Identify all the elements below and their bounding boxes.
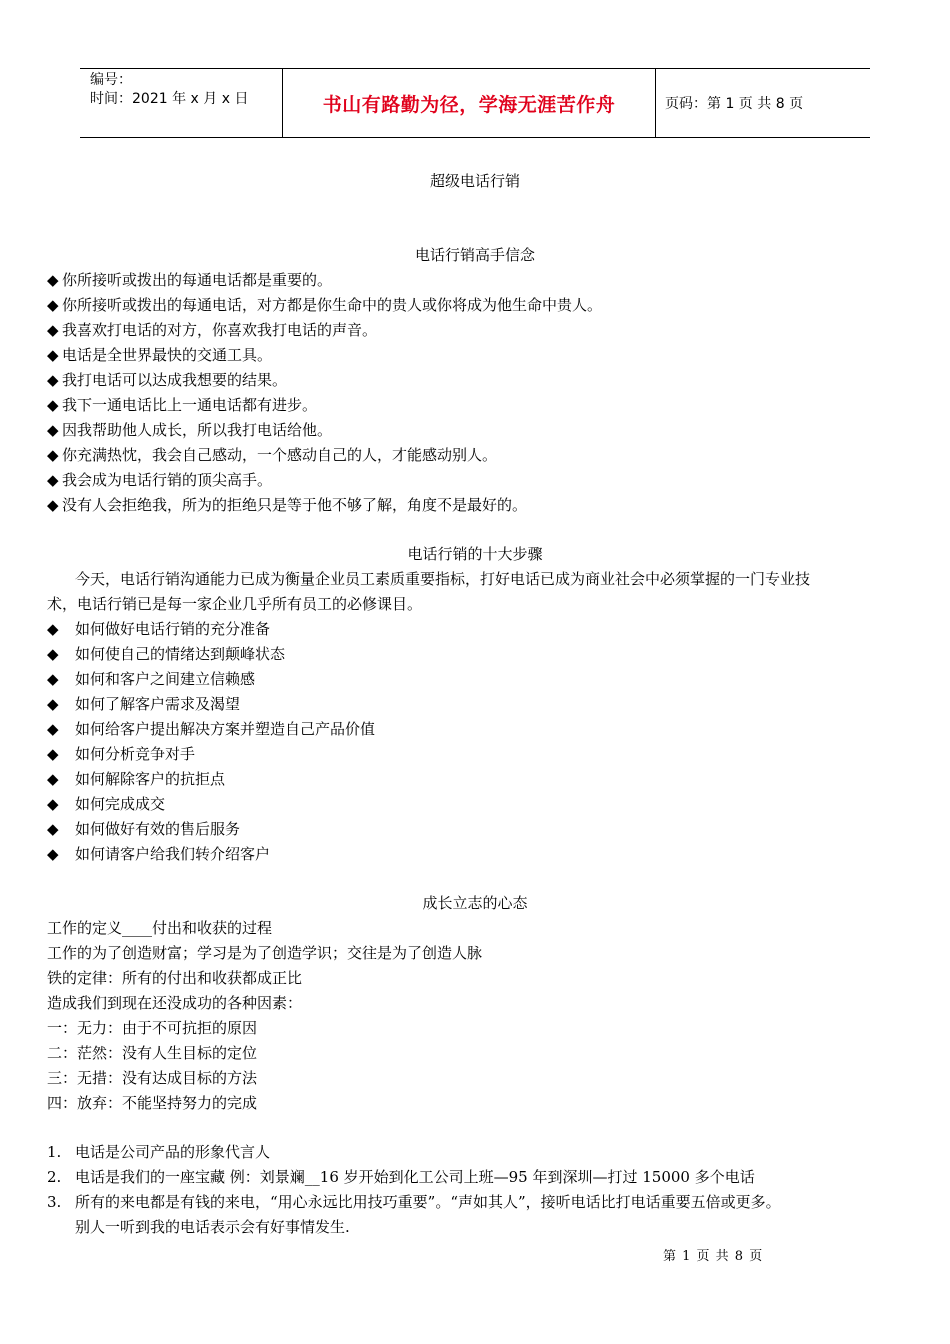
numbered-item: 2. 电话是我们的一座宝藏 例：刘景斓__16 岁开始到化工公司上班—95 年到深圳—打过 15000 多个电话 [47, 1168, 755, 1186]
diamond-bullet-icon: ◆ [47, 845, 59, 863]
diamond-bullet-icon: ◆ [47, 620, 59, 638]
text-line: 三：无措：没有达成目标的方法 [47, 1069, 258, 1087]
diamond-bullet-icon: ◆ [47, 296, 59, 314]
text-line: 四：放弃：不能坚持努力的完成 [47, 1094, 258, 1112]
list-item: ◆ 我下一通电话比上一通电话都有进步。 [47, 393, 317, 417]
diamond-bullet-icon: ◆ [47, 421, 59, 439]
header-left-cell [80, 69, 282, 137]
doc-title: 超级电话行销 [429, 172, 520, 190]
list-item: ◆ 如何解除客户的抗拒点 [47, 767, 225, 791]
text-line: 铁的定律：所有的付出和收获都成正比 [47, 969, 303, 987]
list-item: ◆ 电话是全世界最快的交通工具。 [47, 343, 272, 367]
list-item: ◆ 如何分析竞争对手 [47, 742, 195, 766]
list-item: ◆ 如何了解客户需求及渴望 [47, 692, 240, 716]
diamond-bullet-icon: ◆ [47, 371, 59, 389]
text-line: 二：茫然：没有人生目标的定位 [47, 1044, 258, 1062]
list-item: ◆ 我打电话可以达成我想要的结果。 [47, 368, 287, 392]
header-page-info: 页码：第 1 页 共 8 页 [665, 96, 804, 112]
diamond-bullet-icon: ◆ [47, 321, 59, 339]
numbered-item: 3. 所有的来电都是有钱的来电，“用心永远比用技巧重要”。“声如其人”，接听电话比打电话重要五倍或更多。 [47, 1193, 781, 1211]
list-item: ◆ 因我帮助他人成长，所以我打电话给他。 [47, 418, 332, 442]
page-footer: 第 1 页 共 8 页 [663, 1249, 764, 1264]
list-item: ◆ 我会成为电话行销的顶尖高手。 [47, 468, 272, 492]
section2-intro-line1: 今天，电话行销沟通能力已成为衡量企业员工素质重要指标，打好电话已成为商业社会中必须掌握的一门专业技 [75, 570, 811, 588]
text-line: 造成我们到现在还没成功的各种因素： [47, 994, 303, 1012]
diamond-bullet-icon: ◆ [47, 496, 59, 514]
diamond-bullet-icon: ◆ [47, 720, 59, 738]
list-item: ◆ 如何完成成交 [47, 792, 165, 816]
section2-intro-line2: 术，电话行销已是每一家企业几乎所有员工的必修课目。 [47, 595, 423, 613]
text-line: 工作的定义____付出和收获的过程 [47, 919, 273, 937]
diamond-bullet-icon: ◆ [47, 346, 59, 364]
continuation-line: 别人一听到我的电话表示会有好事情发生. [75, 1218, 350, 1236]
list-item: ◆ 如何使自己的情绪达到颠峰状态 [47, 642, 285, 666]
list-item: ◆ 如何和客户之间建立信赖感 [47, 667, 255, 691]
diamond-bullet-icon: ◆ [47, 446, 59, 464]
diamond-bullet-icon: ◆ [47, 795, 59, 813]
list-item: ◆ 如何做好电话行销的充分准备 [47, 617, 270, 641]
diamond-bullet-icon: ◆ [47, 645, 59, 663]
list-item: ◆ 你充满热忱，我会自己感动，一个感动自己的人，才能感动别人。 [47, 443, 497, 467]
list-item: ◆ 如何做好有效的售后服务 [47, 817, 240, 841]
section1-title: 电话行销高手信念 [414, 246, 535, 264]
diamond-bullet-icon: ◆ [47, 695, 59, 713]
list-item: ◆ 如何请客户给我们转介绍客户 [47, 842, 270, 866]
text-line: 工作的为了创造财富；学习是为了创造学识；交往是为了创造人脉 [47, 944, 483, 962]
diamond-bullet-icon: ◆ [47, 770, 59, 788]
list-item: ◆ 你所接听或拨出的每通电话，对方都是你生命中的贵人或你将成为他生命中贵人。 [47, 293, 602, 317]
list-item: ◆ 没有人会拒绝我，所为的拒绝只是等于他不够了解，角度不是最好的。 [47, 493, 527, 517]
text-line: 一：无力：由于不可抗拒的原因 [47, 1019, 258, 1037]
diamond-bullet-icon: ◆ [47, 396, 59, 414]
diamond-bullet-icon: ◆ [47, 820, 59, 838]
section3-title: 成长立志的心态 [422, 894, 528, 912]
numbered-item: 1. 电话是公司产品的形象代言人 [47, 1143, 271, 1161]
header-table [80, 68, 870, 138]
section2-title: 电话行销的十大步骤 [407, 545, 543, 563]
time-label: 时间：2021 年 x 月 x 日 [90, 91, 249, 107]
diamond-bullet-icon: ◆ [47, 471, 59, 489]
number-label: 编号： [90, 72, 132, 88]
diamond-bullet-icon: ◆ [47, 271, 59, 289]
header-motto: 书山有路勤为径，学海无涯苦作舟 [282, 69, 656, 137]
diamond-bullet-icon: ◆ [47, 670, 59, 688]
list-item: ◆ 我喜欢打电话的对方，你喜欢我打电话的声音。 [47, 318, 377, 342]
list-item: ◆ 你所接听或拨出的每通电话都是重要的。 [47, 268, 332, 292]
list-item: ◆ 如何给客户提出解决方案并塑造自己产品价值 [47, 717, 375, 741]
diamond-bullet-icon: ◆ [47, 745, 59, 763]
